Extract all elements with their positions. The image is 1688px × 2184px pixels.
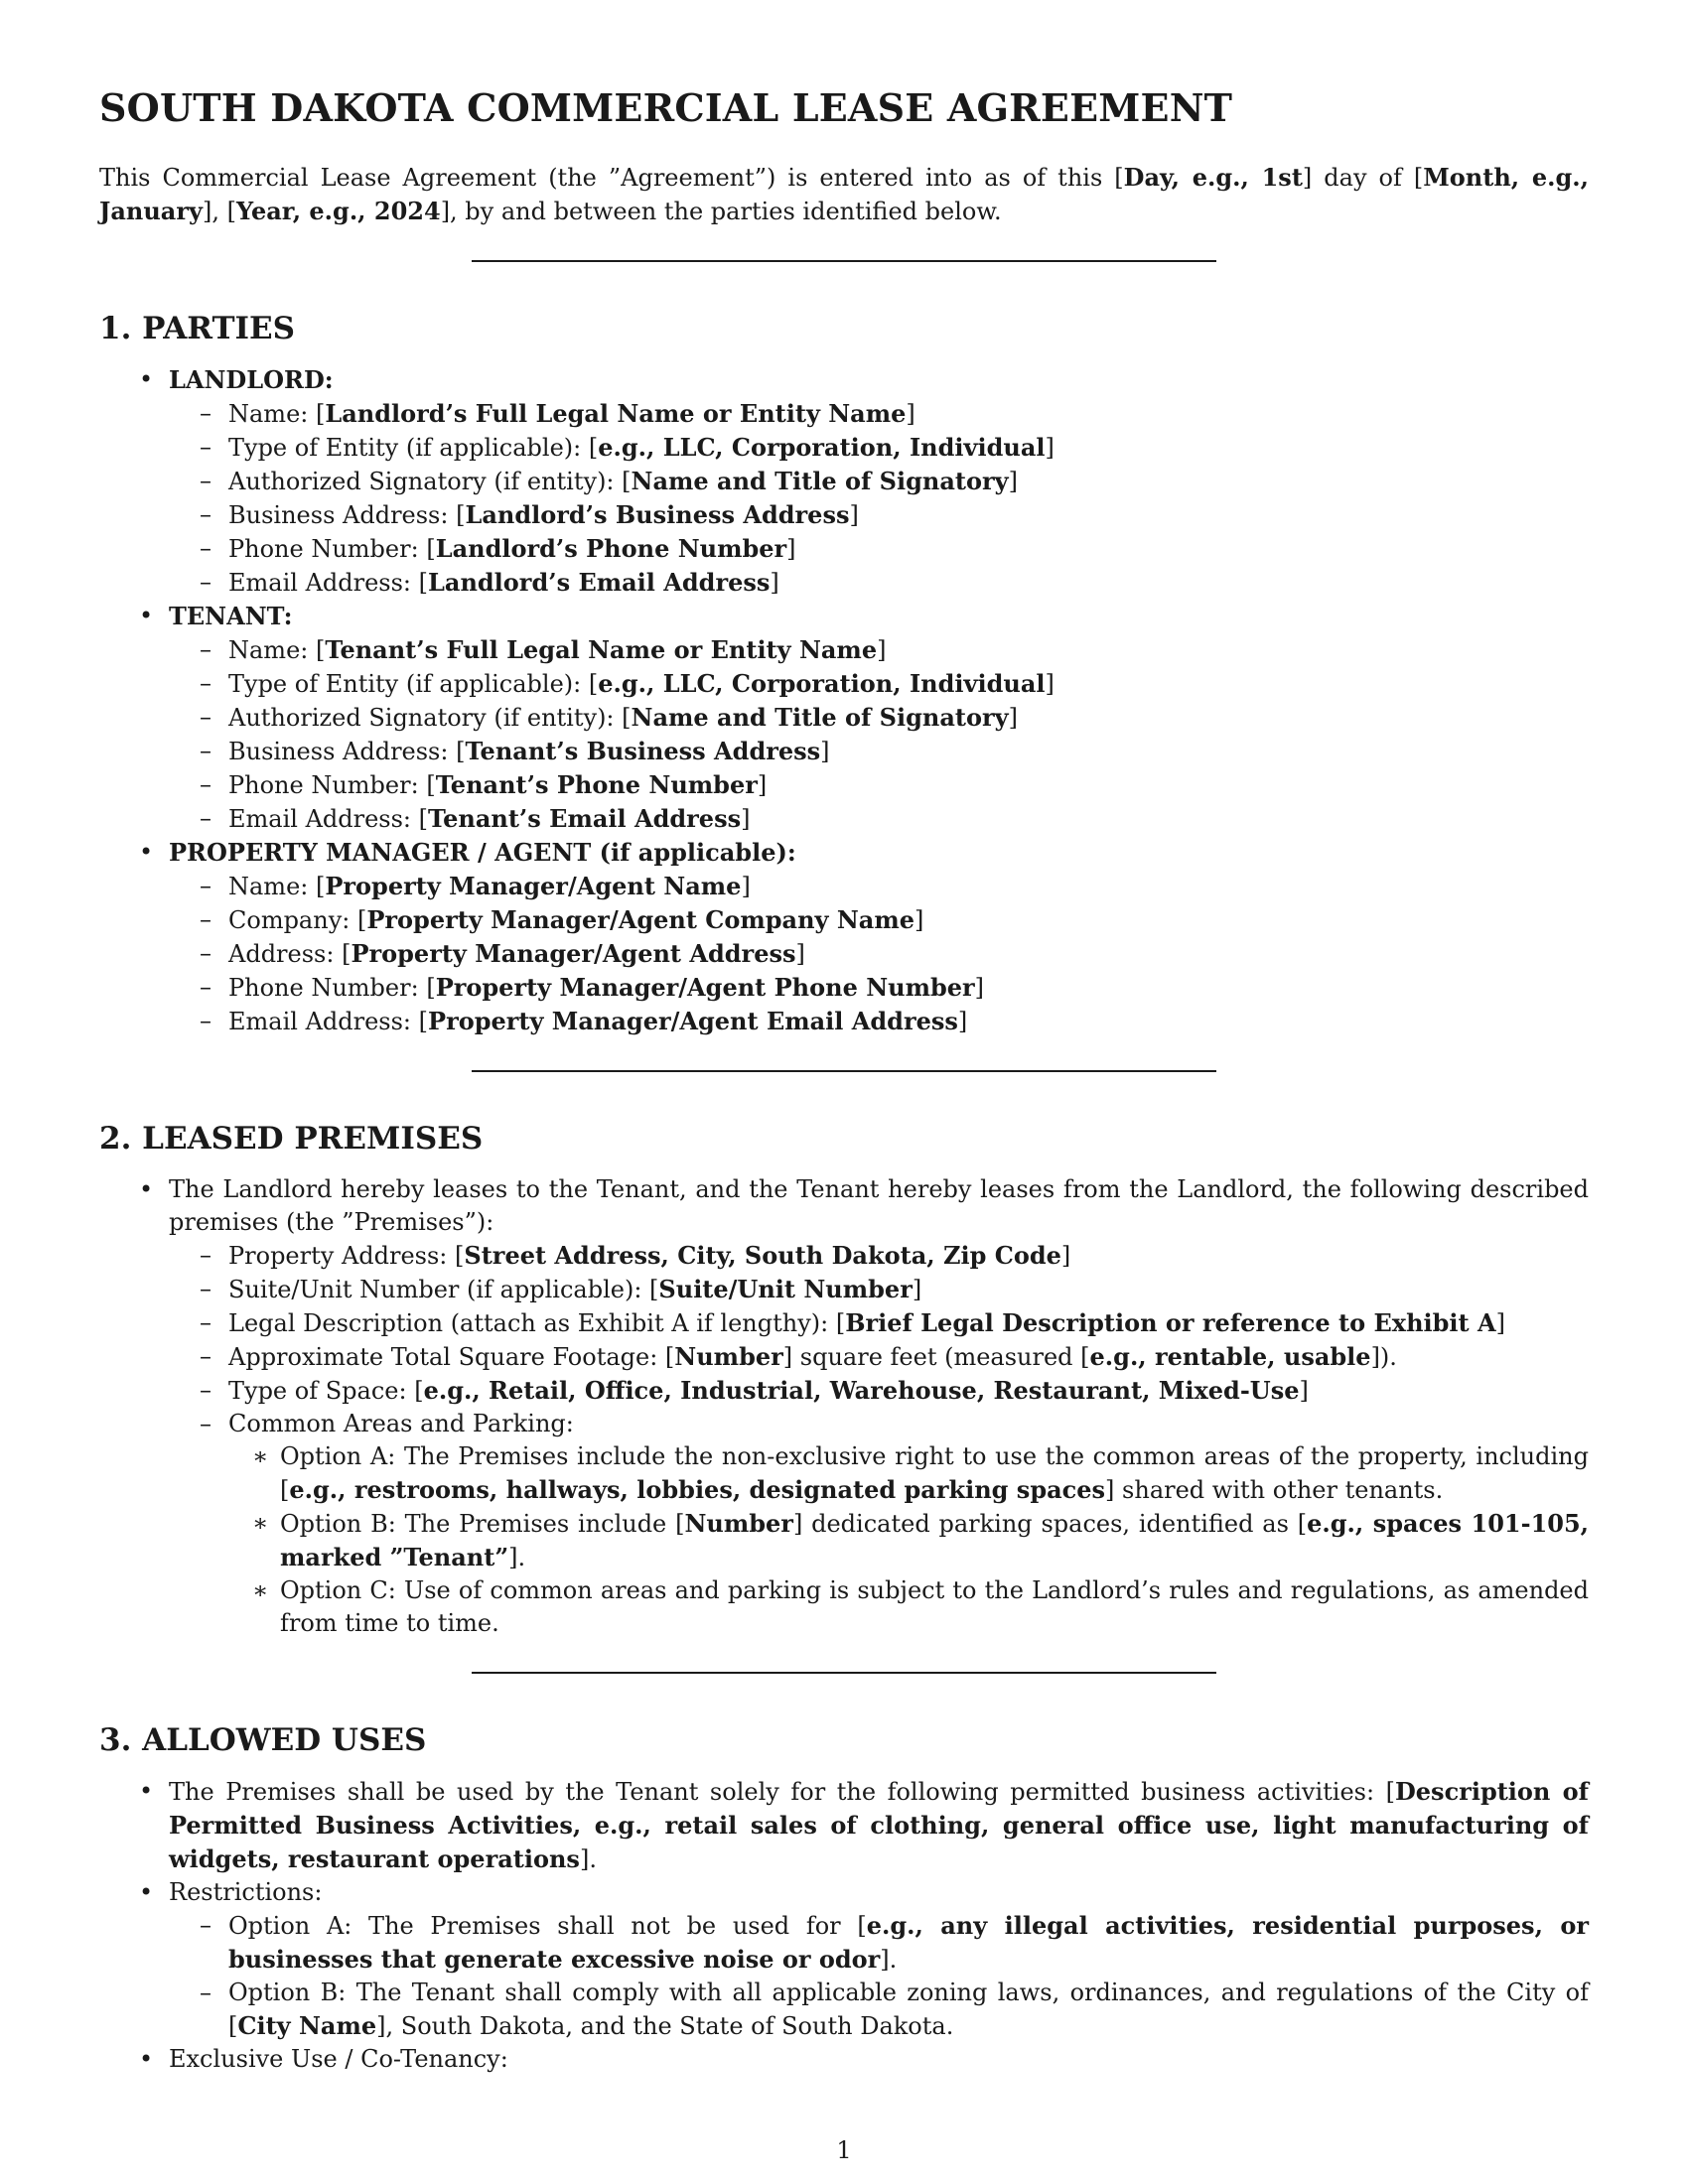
- city-name-field: City Name: [237, 2011, 377, 2040]
- common-areas-label: Common Areas and Parking:: [228, 1410, 574, 1437]
- space-type-field: e.g., Retail, Office, Industrial, Warehouse, Restaurant, Mixed-Use: [423, 1376, 1300, 1405]
- list-item: – Email Address: [Tenant’s Email Address]: [169, 802, 1589, 836]
- tenant-signatory-field: Name and Title of Signatory: [631, 703, 1009, 732]
- agent-phone-field: Property Manager/Agent Phone Number: [435, 973, 975, 1002]
- agent-label: PROPERTY MANAGER / AGENT (if applicable):: [169, 838, 796, 867]
- agent-email-field: Property Manager/Agent Email Address: [428, 1007, 958, 1035]
- premises-block: [99, 1173, 1589, 1640]
- landlord-block: [99, 363, 1589, 600]
- exclusive-use-item: • Exclusive Use / Co-Tenancy:: [99, 2043, 1589, 2076]
- landlord-label: LANDLORD:: [169, 365, 334, 394]
- agent-company-field: Property Manager/Agent Company Name: [366, 905, 915, 934]
- property-address-field: Street Address, City, South Dakota, Zip Code: [464, 1241, 1061, 1270]
- document-title: SOUTH DAKOTA COMMERCIAL LEASE AGREEMENT: [99, 85, 1233, 130]
- list-item: – Email Address: [Landlord’s Email Address]: [169, 566, 1589, 600]
- tenant-phone-field: Tenant’s Phone Number: [435, 770, 758, 799]
- list-item: – Authorized Signatory (if entity): [Name and Title of Signatory]: [169, 701, 1589, 735]
- list-item: – Phone Number: [Tenant’s Phone Number]: [169, 768, 1589, 802]
- list-item: [169, 1408, 1589, 1640]
- agent-block: [99, 836, 1589, 1038]
- list-item: – Business Address: [Landlord’s Business Address]: [169, 498, 1589, 532]
- landlord-entity-field: e.g., LLC, Corporation, Individual: [598, 433, 1046, 462]
- list-item: – Email Address: [Property Manager/Agent Email Address]: [169, 1005, 1589, 1038]
- intro-text: ], [: [202, 198, 236, 225]
- tenant-address-field: Tenant’s Business Address: [465, 737, 821, 765]
- restriction-option-a: – Option A: The Premises shall not be used for [e.g., any illegal activities, residential purposes, or businesses that generate excessive noise or odor].: [169, 1909, 1589, 1977]
- intro-text: ] day of [: [1302, 164, 1424, 192]
- section-divider: [472, 1672, 1216, 1674]
- tenant-block: [99, 600, 1589, 836]
- option-a: ∗ Option A: The Premises include the non-exclusive right to use the common areas of the property, including [e.g., restrooms, hallways, lobbies, designated parking spaces] shared with other tenants.: [228, 1440, 1589, 1507]
- landlord-name-field: Landlord’s Full Legal Name or Entity Name: [325, 399, 907, 428]
- landlord-signatory-field: Name and Title of Signatory: [631, 467, 1009, 495]
- landlord-address-field: Landlord’s Business Address: [465, 500, 850, 529]
- restrictions-label: Restrictions:: [169, 1878, 323, 1906]
- measure-field: e.g., rentable, usable: [1089, 1342, 1371, 1371]
- parking-spaces-field: e.g., spaces 101-105, marked ”Tenant”: [280, 1509, 1590, 1571]
- document-page: [99, 85, 1589, 2076]
- list-item: – Type of Entity (if applicable): [e.g., LLC, Corporation, Individual]: [169, 667, 1589, 701]
- permitted-use-item: • The Premises shall be used by the Tenant solely for the following permitted business activities: [Description of Permitted Business Activities, e.g., retail sales of clothing, general office use, light manufacturing of widgets, restaurant operations].: [99, 1775, 1589, 1876]
- premises-list: [99, 1173, 1589, 1640]
- uses-list: [99, 1775, 1589, 2076]
- intro-text: ], by and between the parties identified below.: [440, 198, 1002, 225]
- section-heading-leased-premises: 2. LEASED PREMISES: [99, 1121, 484, 1157]
- list-item: – Phone Number: [Landlord’s Phone Number]: [169, 532, 1589, 566]
- legal-description-field: Brief Legal Description or reference to Exhibit A: [845, 1308, 1496, 1337]
- page-number: 1: [836, 2136, 852, 2164]
- square-footage-field: Number: [674, 1342, 783, 1371]
- tenant-email-field: Tenant’s Email Address: [428, 804, 742, 833]
- list-item: – Property Address: [Street Address, City, South Dakota, Zip Code]: [169, 1239, 1589, 1273]
- common-areas-field: e.g., restrooms, hallways, lobbies, designated parking spaces: [289, 1475, 1106, 1504]
- list-item: – Approximate Total Square Footage: [Number] square feet (measured [e.g., rentable, usable]).: [169, 1340, 1589, 1374]
- intro-paragraph: [99, 161, 1589, 228]
- landlord-phone-field: Landlord’s Phone Number: [435, 534, 787, 563]
- agent-name-field: Property Manager/Agent Name: [325, 872, 742, 900]
- list-item: – Name: [Tenant’s Full Legal Name or Entity Name]: [169, 633, 1589, 667]
- suite-field: Suite/Unit Number: [658, 1275, 913, 1303]
- list-item: – Legal Description (attach as Exhibit A if lengthy): [Brief Legal Description or reference to Exhibit A]: [169, 1306, 1589, 1340]
- month-field: Month, e.g., January: [99, 163, 1589, 225]
- tenant-label: TENANT:: [169, 602, 293, 630]
- section-heading-parties: 1. PARTIES: [99, 311, 296, 346]
- list-item: – Name: [Landlord’s Full Legal Name or Entity Name]: [169, 397, 1589, 431]
- list-item: – Authorized Signatory (if entity): [Name and Title of Signatory]: [169, 465, 1589, 498]
- agent-address-field: Property Manager/Agent Address: [351, 939, 796, 968]
- parties-list: [99, 363, 1589, 1038]
- landlord-email-field: Landlord’s Email Address: [428, 568, 771, 597]
- list-item: – Company: [Property Manager/Agent Company Name]: [169, 903, 1589, 937]
- section-divider: [472, 1070, 1216, 1072]
- day-field: Day, e.g., 1st: [1123, 163, 1303, 192]
- list-item: – Address: [Property Manager/Agent Address]: [169, 937, 1589, 971]
- restriction-option-b: – Option B: The Tenant shall comply with all applicable zoning laws, ordinances, and regulations of the City of [City Name], South Dakota, and the State of South Dakota.: [169, 1977, 1589, 2043]
- list-item: – Suite/Unit Number (if applicable): [Suite/Unit Number]: [169, 1273, 1589, 1306]
- tenant-name-field: Tenant’s Full Legal Name or Entity Name: [325, 635, 878, 664]
- prohibited-uses-field: e.g., any illegal activities, residential purposes, or businesses that generate excessive noise or odor: [228, 1911, 1589, 1974]
- intro-text: This Commercial Lease Agreement (the ”Agreement”) is entered into as of this [: [99, 164, 1124, 192]
- list-item: – Business Address: [Tenant’s Business Address]: [169, 735, 1589, 768]
- option-c: ∗ Option C: Use of common areas and parking is subject to the Landlord’s rules and regulations, as amended from time to time.: [228, 1574, 1589, 1640]
- option-b: ∗ Option B: The Premises include [Number] dedicated parking spaces, identified as [e.g., spaces 101-105, marked ”Tenant”].: [228, 1507, 1589, 1574]
- list-item: – Type of Entity (if applicable): [e.g., LLC, Corporation, Individual]: [169, 431, 1589, 465]
- list-item: – Name: [Property Manager/Agent Name]: [169, 870, 1589, 903]
- premises-intro: The Landlord hereby leases to the Tenant, and the Tenant hereby leases from the Landlord, the following described premises (the ”Premises”):: [169, 1175, 1589, 1236]
- list-item: – Phone Number: [Property Manager/Agent Phone Number]: [169, 971, 1589, 1005]
- year-field: Year, e.g., 2024: [235, 197, 441, 225]
- restrictions-item: [99, 1876, 1589, 2043]
- section-heading-allowed-uses: 3. ALLOWED USES: [99, 1722, 427, 1758]
- parking-number-field: Number: [684, 1509, 793, 1538]
- tenant-entity-field: e.g., LLC, Corporation, Individual: [598, 669, 1046, 698]
- section-divider: [472, 260, 1216, 262]
- permitted-activities-field: Description of Permitted Business Activities, e.g., retail sales of clothing, general office use, light manufacturing of widgets, restaurant operations: [169, 1777, 1589, 1873]
- list-item: – Type of Space: [e.g., Retail, Office, Industrial, Warehouse, Restaurant, Mixed-Use]: [169, 1374, 1589, 1408]
